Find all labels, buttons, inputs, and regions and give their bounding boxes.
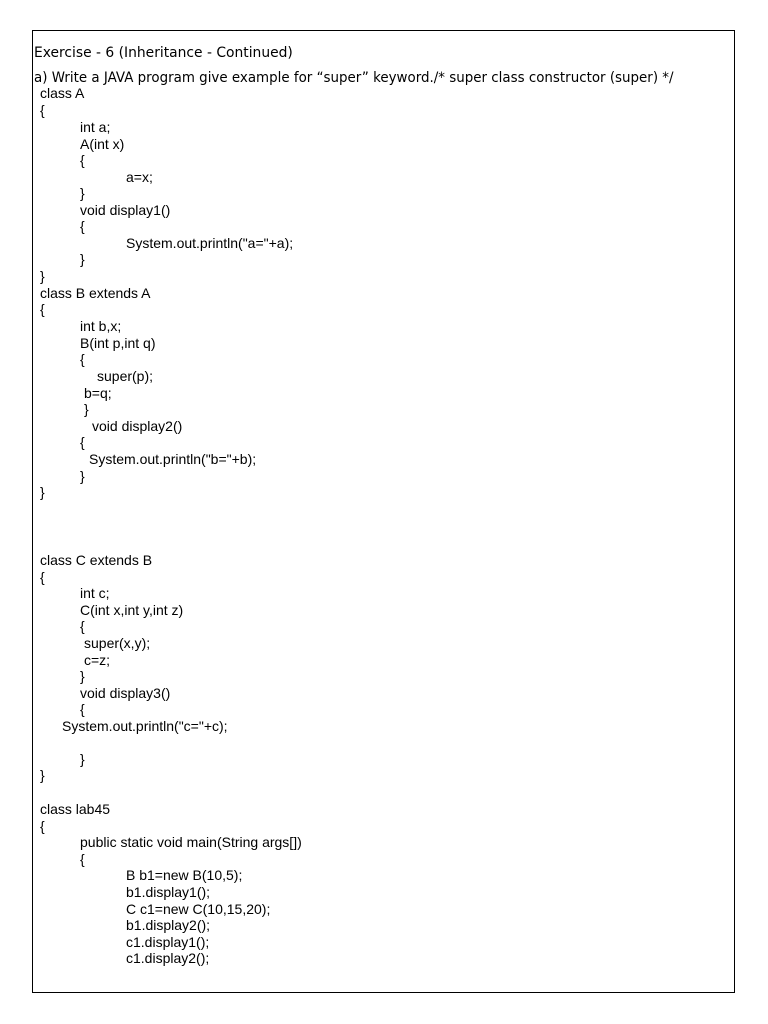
code-line: c=z; bbox=[84, 652, 111, 668]
code-line: void display1() bbox=[80, 202, 171, 218]
exercise-question: a) Write a JAVA program give example for “super” keyword./* super class constructor (super) */ bbox=[34, 70, 674, 86]
code-line: B b1=new B(10,5); bbox=[126, 867, 243, 883]
code-line: } bbox=[80, 751, 85, 767]
code-line: { bbox=[80, 701, 85, 717]
code-line: C c1=new C(10,15,20); bbox=[126, 901, 271, 917]
code-line: { bbox=[80, 851, 85, 867]
code-line: int a; bbox=[80, 119, 111, 135]
code-line: } bbox=[80, 185, 85, 201]
code-line: { bbox=[40, 569, 45, 585]
code-line: } bbox=[80, 251, 85, 267]
code-line: c1.display2(); bbox=[126, 950, 210, 966]
code-line: { bbox=[80, 351, 85, 367]
code-line: void display2() bbox=[92, 418, 183, 434]
exercise-title: Exercise - 6 (Inheritance - Continued) bbox=[34, 45, 293, 61]
code-line: int b,x; bbox=[80, 318, 122, 334]
code-line: super(x,y); bbox=[84, 635, 151, 651]
code-line: b=q; bbox=[84, 385, 112, 401]
code-line: { bbox=[40, 818, 45, 834]
code-line: { bbox=[80, 152, 85, 168]
code-line: a=x; bbox=[126, 169, 153, 185]
code-line: System.out.println("c="+c); bbox=[62, 718, 228, 734]
code-line: } bbox=[80, 468, 85, 484]
code-line: } bbox=[40, 484, 45, 500]
code-line: super(p); bbox=[97, 368, 154, 384]
code-line: void display3() bbox=[80, 685, 171, 701]
code-line: b1.display1(); bbox=[126, 884, 211, 900]
code-line: { bbox=[40, 301, 45, 317]
code-line: } bbox=[40, 767, 45, 783]
code-line: C(int x,int y,int z) bbox=[80, 602, 184, 618]
code-line: { bbox=[80, 618, 85, 634]
code-line: } bbox=[80, 668, 85, 684]
code-line: c1.display1(); bbox=[126, 934, 210, 950]
code-line: { bbox=[40, 102, 45, 118]
code-line: class B extends A bbox=[40, 285, 151, 301]
code-line: System.out.println("a="+a); bbox=[126, 235, 294, 251]
code-line: } bbox=[84, 401, 89, 417]
code-line: class A bbox=[40, 85, 85, 101]
code-line: public static void main(String args[]) bbox=[80, 834, 302, 850]
code-line: int c; bbox=[80, 585, 110, 601]
code-line: { bbox=[80, 434, 85, 450]
code-line: } bbox=[40, 268, 45, 284]
code-line: A(int x) bbox=[80, 136, 125, 152]
code-line: class C extends B bbox=[40, 552, 153, 568]
code-line: System.out.println("b="+b); bbox=[89, 451, 257, 467]
code-line: class lab45 bbox=[40, 801, 111, 817]
code-line: { bbox=[80, 218, 85, 234]
code-line: B(int p,int q) bbox=[80, 335, 156, 351]
code-line: b1.display2(); bbox=[126, 917, 211, 933]
